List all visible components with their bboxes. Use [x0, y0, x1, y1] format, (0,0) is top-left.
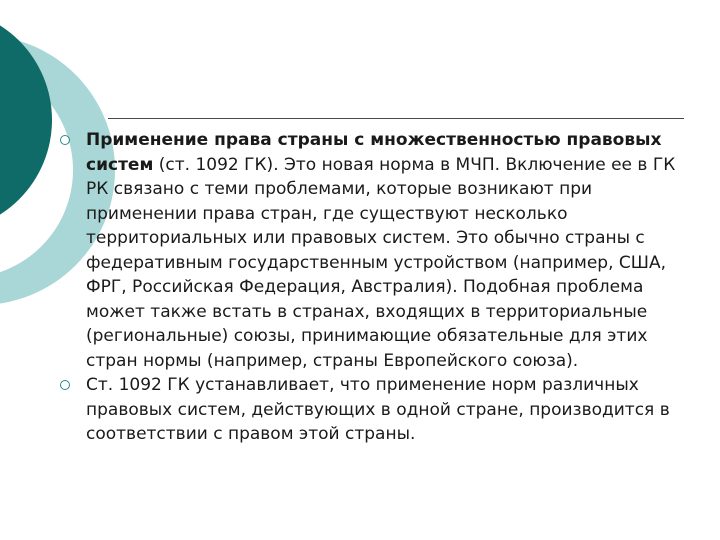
bullet-2-text: Ст. 1092 ГК устанавливает, что применение норм различных правовых систем, действующих в одной стране, производится в соответствии с правом этой страны. [86, 375, 670, 444]
bullet-circle-icon [60, 135, 70, 145]
bullet-item-2 [56, 373, 696, 447]
bullet-1-text: (ст. 1092 ГК). Это новая норма в МЧП. Включение ее в ГК РК связано с теми проблемами, которые возникают при применении права стран, где существуют несколько территориальных или правовых систем. Это обычно страны с федеративным государственным устройством (например, США, ФРГ, Российская Федерация, Австралия). Подобная проблема может также встать в странах, входящих в территориальные (региональные) союзы, принимающие обязательные для этих стран нормы (например, страны Европейского союза). [86, 154, 676, 371]
bullet-circle-icon [60, 380, 70, 390]
slide-body [56, 128, 696, 447]
title-divider [108, 118, 684, 119]
bullet-1-bold-text: Применение права страны с множественностью правовых систем [86, 130, 662, 175]
bullet-item-1 [56, 128, 696, 373]
